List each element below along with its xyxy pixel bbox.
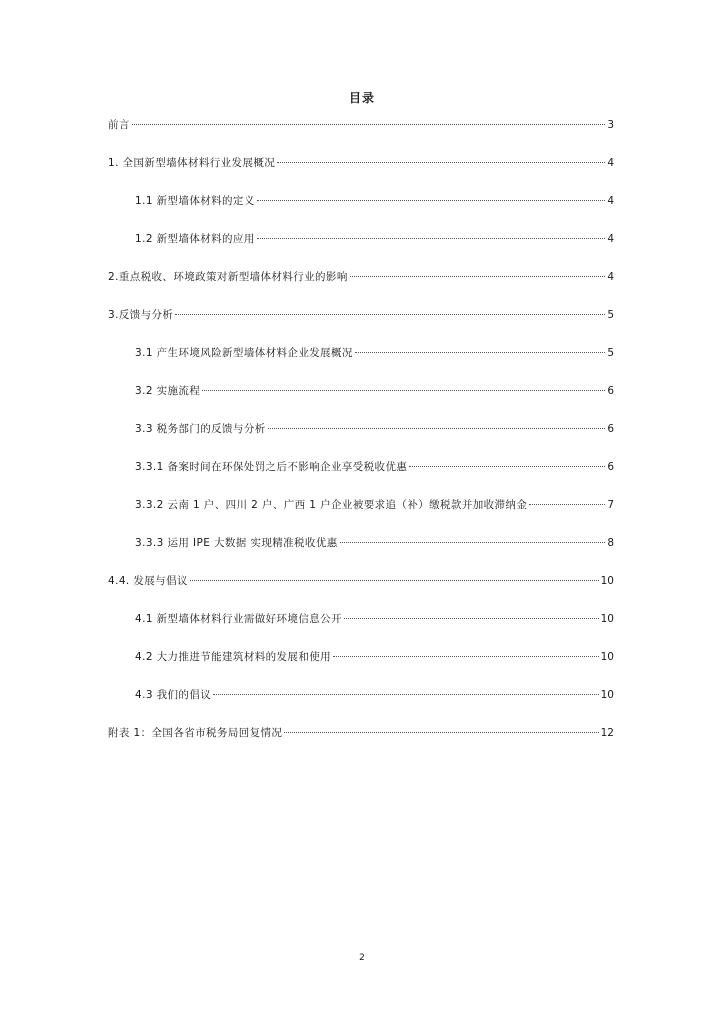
toc-leader-dots <box>175 314 605 315</box>
toc-entry[interactable] <box>108 270 614 308</box>
toc-entry-page: 4 <box>607 157 614 169</box>
toc-entry-label: 1.1 新型墙体材料的定义 <box>135 195 255 207</box>
toc-entry-page: 5 <box>607 309 614 321</box>
toc-entry-label: 附表 1：全国各省市税务局回复情况 <box>108 727 283 739</box>
toc-entry-page: 6 <box>607 385 614 397</box>
toc-entry-label: 3.3.3 运用 IPE 大数据 实现精准税收优惠 <box>135 537 338 549</box>
toc-leader-dots <box>190 580 599 581</box>
toc-entry[interactable] <box>108 232 614 270</box>
toc-entry-label: 4.4. 发展与倡议 <box>108 575 188 587</box>
toc-leader-dots <box>529 504 605 505</box>
toc-entry-page: 12 <box>600 727 614 739</box>
toc-entry[interactable] <box>108 308 614 346</box>
toc-entry-page: 3 <box>607 119 614 131</box>
toc-entry-page: 4 <box>607 271 614 283</box>
toc-entry-page: 7 <box>607 499 614 511</box>
toc-entry-label: 4.1 新型墙体材料行业需做好环境信息公开 <box>135 613 342 625</box>
toc-entry[interactable] <box>108 688 614 726</box>
toc-entry[interactable] <box>108 118 614 156</box>
toc-leader-dots <box>257 200 606 201</box>
toc-entry[interactable] <box>108 536 614 574</box>
toc-entry-label: 3.3.1 备案时间在环保处罚之后不影响企业享受税收优惠 <box>135 461 408 473</box>
toc-leader-dots <box>355 352 605 353</box>
toc-entry-page: 10 <box>600 651 614 663</box>
toc-entry[interactable] <box>108 346 614 384</box>
toc-entry-label: 前言 <box>108 119 130 131</box>
toc-entry[interactable] <box>108 422 614 460</box>
toc-entry[interactable] <box>108 574 614 612</box>
toc-entry-label: 3.3.2 云南 1 户、四川 2 户、广西 1 户企业被要求追（补）缴税款并加收滞纳金 <box>135 499 528 511</box>
toc-entry[interactable] <box>108 726 614 764</box>
toc-entry-page: 10 <box>600 575 614 587</box>
toc-entry-page: 8 <box>607 537 614 549</box>
toc-leader-dots <box>284 732 598 733</box>
toc-entry-page: 10 <box>600 613 614 625</box>
toc-entry[interactable] <box>108 384 614 422</box>
toc-entry-label: 4.3 我们的倡议 <box>135 689 212 701</box>
page-title: 目录 <box>348 91 375 105</box>
table-of-contents <box>108 118 614 764</box>
toc-leader-dots <box>350 276 606 277</box>
toc-entry-page: 10 <box>600 689 614 701</box>
toc-leader-dots <box>202 390 605 391</box>
toc-entry-page: 6 <box>607 461 614 473</box>
toc-entry-page: 4 <box>607 233 614 245</box>
toc-entry-page: 4 <box>607 195 614 207</box>
toc-entry-label: 1.2 新型墙体材料的应用 <box>135 233 255 245</box>
toc-entry[interactable] <box>108 194 614 232</box>
toc-entry-label: 2.重点税收、环境政策对新型墙体材料行业的影响 <box>108 271 348 283</box>
toc-entry-label: 3.1 产生环境风险新型墙体材料企业发展概况 <box>135 347 353 359</box>
toc-entry-page: 6 <box>607 423 614 435</box>
toc-entry-label: 3.2 实施流程 <box>135 385 201 397</box>
toc-leader-dots <box>340 542 606 543</box>
toc-entry[interactable] <box>108 650 614 688</box>
toc-leader-dots <box>257 238 606 239</box>
toc-entry-label: 4.2 大力推进节能建筑材料的发展和使用 <box>135 651 332 663</box>
toc-entry[interactable] <box>108 498 614 536</box>
toc-leader-dots <box>132 124 606 125</box>
toc-entry[interactable] <box>108 460 614 498</box>
toc-entry[interactable] <box>108 612 614 650</box>
toc-entry-label: 1. 全国新型墙体材料行业发展概况 <box>108 157 276 169</box>
toc-entry[interactable] <box>108 156 614 194</box>
toc-leader-dots <box>277 162 605 163</box>
toc-leader-dots <box>344 618 599 619</box>
toc-leader-dots <box>409 466 605 467</box>
toc-entry-label: 3.3 税务部门的反馈与分析 <box>135 423 266 435</box>
toc-entry-label: 3.反馈与分析 <box>108 309 174 321</box>
toc-leader-dots <box>213 694 598 695</box>
toc-entry-page: 5 <box>607 347 614 359</box>
toc-leader-dots <box>268 428 606 429</box>
toc-leader-dots <box>333 656 599 657</box>
page-number: 2 <box>359 953 365 963</box>
